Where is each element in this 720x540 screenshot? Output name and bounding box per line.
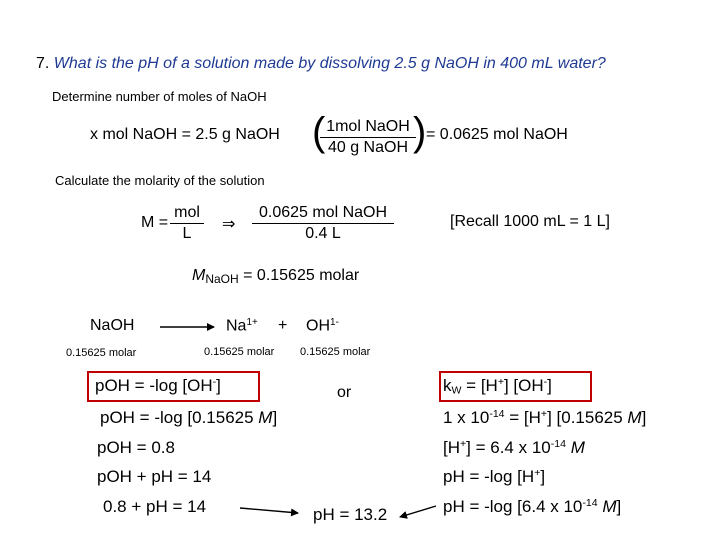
kw-sub-unit: M xyxy=(627,408,642,427)
kw-eq: = [H xyxy=(461,376,498,395)
kw-sub-plus: + xyxy=(540,408,548,421)
step1-frac-den: 40 g NaOH xyxy=(327,139,409,156)
conc-oh: 0.15625 molar xyxy=(300,346,371,358)
molarity-symbol: M xyxy=(192,267,206,284)
poh-sub-unit: M xyxy=(258,408,273,427)
na-charge: 1+ xyxy=(246,317,258,328)
h-conc-unit: M xyxy=(570,438,585,457)
h-conc-b: ] = 6.4 x 10 xyxy=(466,438,551,457)
kw-sub-d: ] xyxy=(641,408,647,427)
step1-open-paren: ( xyxy=(312,110,326,154)
ph-solve: 0.8 + pH = 14 xyxy=(103,497,207,516)
ph-formula-b: ] xyxy=(540,467,546,486)
molarity-def-lhs: M = xyxy=(141,214,169,231)
kw-sub-c: ] [0.15625 xyxy=(547,408,628,427)
ph-sub-unit: M xyxy=(602,497,617,516)
or-label: or xyxy=(337,384,352,401)
implies-arrow: ⇒ xyxy=(222,216,236,233)
oh-minus-sup: - xyxy=(212,376,217,389)
kw-oh-minus: - xyxy=(543,376,548,389)
ph-formula-plus: + xyxy=(534,467,541,480)
ph-answer: pH = 13.2 xyxy=(313,505,388,524)
question-number: 7. xyxy=(36,55,50,72)
reactant-naoh: NaOH xyxy=(90,317,135,334)
step1-lhs: x mol NaOH = 2.5 g NaOH xyxy=(90,126,280,143)
molarity-value-num: 0.0625 mol NaOH xyxy=(258,204,388,221)
poh-sub-close: ] xyxy=(272,408,278,427)
poh-sub-text: pOH = -log [0.15625 xyxy=(100,408,259,427)
kw-k: k xyxy=(443,376,452,395)
molarity-subscript: NaOH xyxy=(205,272,239,286)
ph-sub-a: pH = -log [6.4 x 10 xyxy=(443,497,583,516)
molarity-value: = 0.15625 molar xyxy=(243,267,360,284)
kw-sub-a: 1 x 10 xyxy=(443,408,490,427)
conc-na: 0.15625 molar xyxy=(204,346,275,358)
h-conc-exp: -14 xyxy=(550,438,566,451)
molarity-value-den: 0.4 L xyxy=(305,225,341,242)
h-conc-plus: + xyxy=(460,438,467,451)
step2-label: Calculate the molarity of the solution xyxy=(55,173,265,188)
molarity-def-den: L xyxy=(182,225,192,242)
left-to-answer-arrow xyxy=(240,508,298,513)
kw-sub: W xyxy=(451,384,462,397)
poh-value: pOH = 0.8 xyxy=(97,438,175,457)
na-symbol: Na xyxy=(226,317,247,335)
poh-ph-sum: pOH + pH = 14 xyxy=(97,467,212,486)
right-to-answer-arrow xyxy=(400,506,436,517)
step1-close-paren: ) xyxy=(413,110,427,154)
poh-formula-text: pOH = -log [OH xyxy=(95,376,213,395)
kw-sub-exp: -14 xyxy=(489,408,505,421)
kw-sub-b: = [H xyxy=(504,408,541,427)
step1-result: = 0.0625 mol NaOH xyxy=(426,126,568,143)
conc-naoh: 0.15625 molar xyxy=(66,347,137,359)
oh-charge: 1- xyxy=(330,317,339,328)
ph-sub-b: ] xyxy=(616,497,622,516)
step1-label: Determine number of moles of NaOH xyxy=(52,89,267,104)
kw-end: ] xyxy=(547,376,552,395)
ph-sub-exp: -14 xyxy=(582,497,598,510)
question-text: What is the pH of a solution made by dissolving 2.5 g NaOH in 400 mL water? xyxy=(53,55,606,72)
h-conc-a: [H xyxy=(443,438,460,457)
kw-h-plus: + xyxy=(497,376,504,389)
molarity-def-num: mol xyxy=(174,204,200,221)
poh-formula-close: ] xyxy=(216,376,221,395)
step1-frac-num: 1mol NaOH xyxy=(326,118,410,135)
reaction-plus: + xyxy=(278,317,288,334)
recall-note: [Recall 1000 mL = 1 L] xyxy=(450,213,610,230)
ph-formula-a: pH = -log [H xyxy=(443,467,535,486)
oh-symbol: OH xyxy=(306,317,330,335)
kw-mid: ] [OH xyxy=(503,376,544,395)
